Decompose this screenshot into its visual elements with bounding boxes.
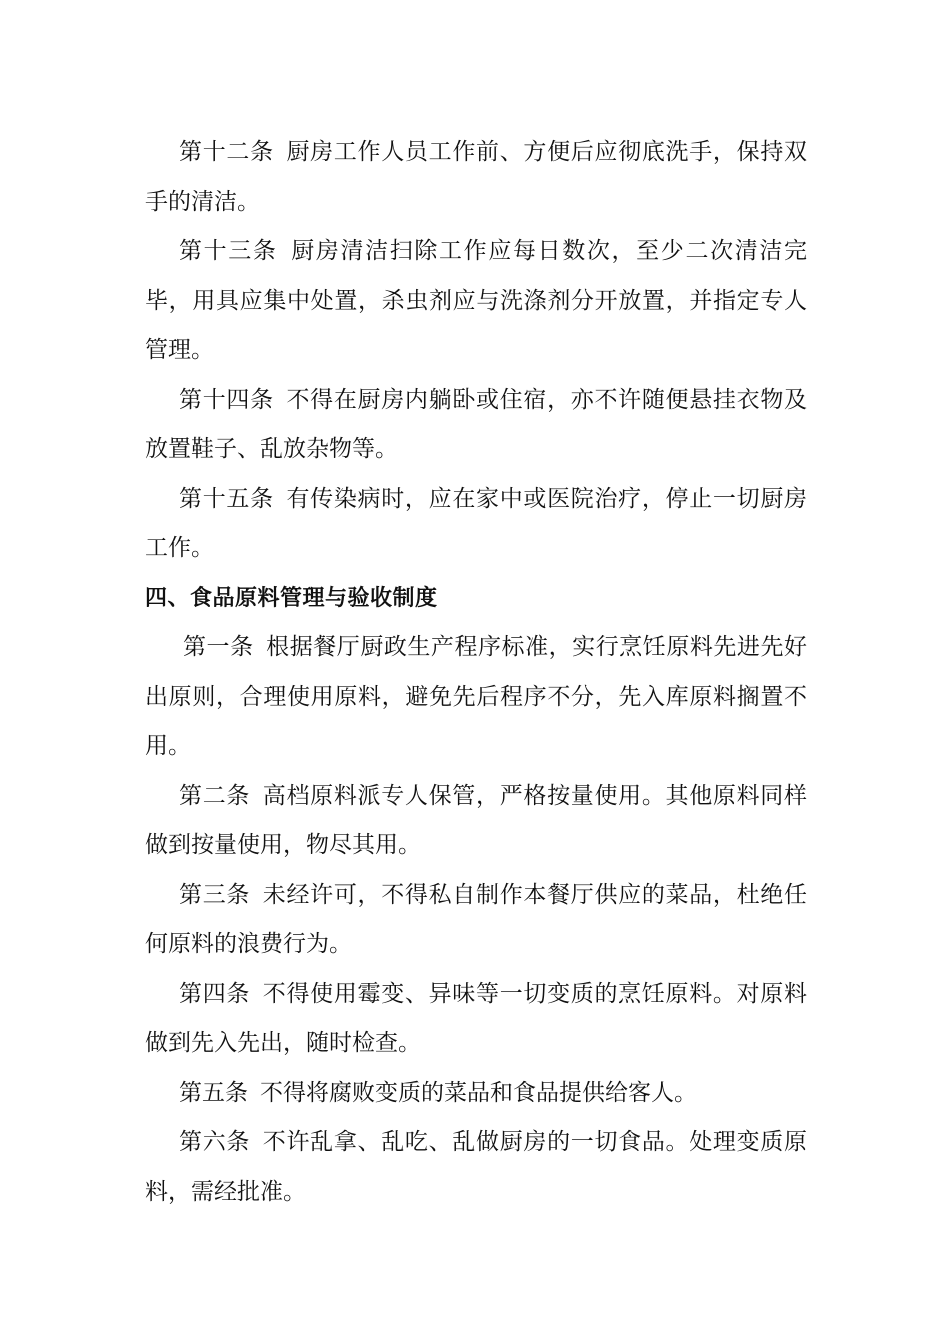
- document-body: [145, 128, 807, 1217]
- article-number: 第十二条: [179, 139, 274, 165]
- article-text: 厨房工作人员工作前、方便后应彻底洗手，保持双手的清洁。: [145, 139, 808, 215]
- article-number: 第十三条: [179, 238, 278, 264]
- article-number: 第十四条: [179, 386, 274, 413]
- article-text: 不得将腐败变质的菜品和食品提供给客人。: [260, 1079, 697, 1106]
- article-text: 根据餐厅厨政生产程序标准，实行烹饪原料先进先好出原则，合理使用原料，避免先后程序不分，先入库原料搁置不用。: [145, 634, 808, 759]
- article-paragraph: [145, 376, 807, 475]
- article-number: 第十五条: [179, 485, 274, 512]
- article-paragraph: [145, 475, 807, 574]
- article-paragraph: [145, 970, 807, 1069]
- article-number: 第五条: [179, 1079, 248, 1106]
- article-text: 有传染病时，应在家中或医院治疗，停止一切厨房工作。: [145, 485, 808, 561]
- article-paragraph: [145, 1069, 807, 1119]
- article-paragraph: [145, 227, 807, 376]
- article-text: 未经许可，不得私自制作本餐厅供应的菜品，杜绝任何原料的浪费行为。: [145, 881, 808, 957]
- article-text: 不许乱拿、乱吃、乱做厨房的一切食品。处理变质原料，需经批准。: [145, 1129, 808, 1205]
- article-paragraph: [145, 1118, 807, 1217]
- article-paragraph: [145, 128, 807, 227]
- article-number: 第六条: [179, 1129, 251, 1155]
- article-paragraph: [145, 871, 807, 970]
- section-heading: 四、食品原料管理与验收制度: [145, 585, 438, 611]
- article-text: 厨房清洁扫除工作应每日数次，至少二次清洁完毕，用具应集中处置，杀虫剂应与洗涤剂分开放置，并指定专人管理。: [145, 238, 808, 363]
- article-text: 不得在厨房内躺卧或住宿，亦不许随便悬挂衣物及放置鞋子、乱放杂物等。: [145, 386, 808, 462]
- article-paragraph: [145, 623, 807, 772]
- article-number: 第三条: [179, 881, 251, 908]
- article-number: 第一条: [183, 634, 254, 660]
- article-number: 第二条: [179, 782, 251, 809]
- article-paragraph: [145, 772, 807, 871]
- article-number: 第四条: [179, 980, 251, 1007]
- article-text: 高档原料派专人保管，严格按量使用。其他原料同样做到按量使用，物尽其用。: [145, 782, 808, 858]
- article-text: 不得使用霉变、异味等一切变质的烹饪原料。对原料做到先入先出，随时检查。: [145, 980, 808, 1056]
